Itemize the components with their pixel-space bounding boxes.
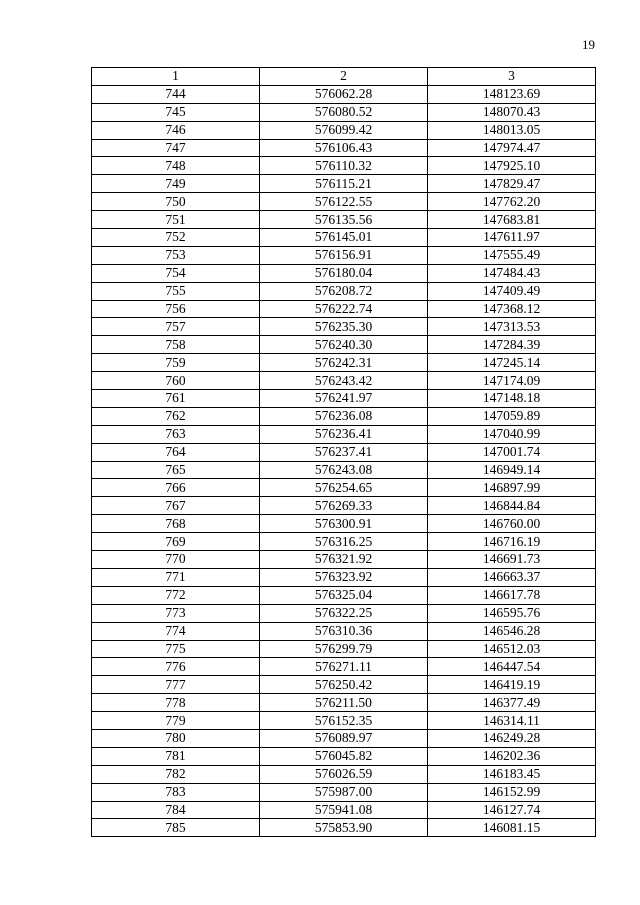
cell-x-coordinate: 576241.97 — [260, 390, 428, 408]
cell-x-coordinate: 576106.43 — [260, 139, 428, 157]
table-row — [92, 765, 596, 783]
coordinates-table — [91, 67, 596, 837]
cell-point-number: 764 — [92, 443, 260, 461]
cell-x-coordinate: 576236.08 — [260, 407, 428, 425]
cell-y-coordinate: 147368.12 — [428, 300, 596, 318]
cell-y-coordinate: 146183.45 — [428, 765, 596, 783]
table-row — [92, 193, 596, 211]
cell-point-number: 757 — [92, 318, 260, 336]
cell-x-coordinate: 576321.92 — [260, 551, 428, 569]
table-row — [92, 229, 596, 247]
table-row — [92, 712, 596, 730]
table-row — [92, 390, 596, 408]
cell-x-coordinate: 575941.08 — [260, 801, 428, 819]
cell-y-coordinate: 147174.09 — [428, 372, 596, 390]
cell-y-coordinate: 147829.47 — [428, 175, 596, 193]
cell-y-coordinate: 146152.99 — [428, 783, 596, 801]
cell-y-coordinate: 146249.28 — [428, 729, 596, 747]
cell-x-coordinate: 576122.55 — [260, 193, 428, 211]
table-row — [92, 515, 596, 533]
cell-y-coordinate: 146127.74 — [428, 801, 596, 819]
cell-x-coordinate: 576322.25 — [260, 604, 428, 622]
table-row — [92, 354, 596, 372]
cell-y-coordinate: 146760.00 — [428, 515, 596, 533]
cell-y-coordinate: 148123.69 — [428, 85, 596, 103]
cell-point-number: 784 — [92, 801, 260, 819]
cell-point-number: 758 — [92, 336, 260, 354]
cell-point-number: 763 — [92, 425, 260, 443]
cell-point-number: 748 — [92, 157, 260, 175]
cell-point-number: 767 — [92, 497, 260, 515]
table-row — [92, 568, 596, 586]
table-row — [92, 729, 596, 747]
cell-point-number: 751 — [92, 211, 260, 229]
column-header-x: 2 — [260, 68, 428, 86]
cell-x-coordinate: 575987.00 — [260, 783, 428, 801]
table-row — [92, 694, 596, 712]
cell-point-number: 772 — [92, 586, 260, 604]
table-row — [92, 819, 596, 837]
cell-y-coordinate: 147555.49 — [428, 246, 596, 264]
cell-y-coordinate: 146595.76 — [428, 604, 596, 622]
cell-y-coordinate: 147284.39 — [428, 336, 596, 354]
table-body — [92, 85, 596, 836]
cell-x-coordinate: 576269.33 — [260, 497, 428, 515]
table-row — [92, 211, 596, 229]
table-row — [92, 640, 596, 658]
table-row — [92, 443, 596, 461]
table-row — [92, 551, 596, 569]
cell-point-number: 770 — [92, 551, 260, 569]
cell-y-coordinate: 146617.78 — [428, 586, 596, 604]
cell-point-number: 756 — [92, 300, 260, 318]
page-number: 19 — [582, 37, 595, 52]
cell-point-number: 765 — [92, 461, 260, 479]
cell-y-coordinate: 147484.43 — [428, 264, 596, 282]
cell-x-coordinate: 576235.30 — [260, 318, 428, 336]
cell-x-coordinate: 576254.65 — [260, 479, 428, 497]
cell-y-coordinate: 147059.89 — [428, 407, 596, 425]
table-row — [92, 425, 596, 443]
table-row — [92, 157, 596, 175]
cell-y-coordinate: 147040.99 — [428, 425, 596, 443]
cell-x-coordinate: 576145.01 — [260, 229, 428, 247]
cell-point-number: 744 — [92, 85, 260, 103]
cell-y-coordinate: 147409.49 — [428, 282, 596, 300]
cell-x-coordinate: 576211.50 — [260, 694, 428, 712]
cell-x-coordinate: 576208.72 — [260, 282, 428, 300]
cell-y-coordinate: 147148.18 — [428, 390, 596, 408]
cell-y-coordinate: 147245.14 — [428, 354, 596, 372]
cell-x-coordinate: 576026.59 — [260, 765, 428, 783]
cell-point-number: 783 — [92, 783, 260, 801]
cell-x-coordinate: 576236.41 — [260, 425, 428, 443]
cell-point-number: 745 — [92, 103, 260, 121]
cell-x-coordinate: 576135.56 — [260, 211, 428, 229]
cell-y-coordinate: 147925.10 — [428, 157, 596, 175]
cell-y-coordinate: 146844.84 — [428, 497, 596, 515]
cell-x-coordinate: 576325.04 — [260, 586, 428, 604]
table-row — [92, 318, 596, 336]
cell-point-number: 781 — [92, 747, 260, 765]
cell-x-coordinate: 576240.30 — [260, 336, 428, 354]
cell-point-number: 769 — [92, 533, 260, 551]
cell-x-coordinate: 576250.42 — [260, 676, 428, 694]
cell-y-coordinate: 146512.03 — [428, 640, 596, 658]
cell-x-coordinate: 576243.08 — [260, 461, 428, 479]
cell-y-coordinate: 146663.37 — [428, 568, 596, 586]
cell-point-number: 754 — [92, 264, 260, 282]
table-row — [92, 658, 596, 676]
table-row — [92, 103, 596, 121]
cell-y-coordinate: 147683.81 — [428, 211, 596, 229]
cell-point-number: 746 — [92, 121, 260, 139]
cell-point-number: 753 — [92, 246, 260, 264]
table-row — [92, 461, 596, 479]
cell-y-coordinate: 147001.74 — [428, 443, 596, 461]
cell-point-number: 778 — [92, 694, 260, 712]
table-row — [92, 264, 596, 282]
table-row — [92, 175, 596, 193]
cell-point-number: 761 — [92, 390, 260, 408]
cell-y-coordinate: 147974.47 — [428, 139, 596, 157]
cell-x-coordinate: 576323.92 — [260, 568, 428, 586]
cell-point-number: 774 — [92, 622, 260, 640]
cell-y-coordinate: 147762.20 — [428, 193, 596, 211]
cell-x-coordinate: 576045.82 — [260, 747, 428, 765]
cell-y-coordinate: 148013.05 — [428, 121, 596, 139]
cell-y-coordinate: 146716.19 — [428, 533, 596, 551]
cell-point-number: 750 — [92, 193, 260, 211]
cell-y-coordinate: 146447.54 — [428, 658, 596, 676]
cell-x-coordinate: 576237.41 — [260, 443, 428, 461]
table-row — [92, 497, 596, 515]
cell-y-coordinate: 146546.28 — [428, 622, 596, 640]
cell-x-coordinate: 576062.28 — [260, 85, 428, 103]
cell-x-coordinate: 576156.91 — [260, 246, 428, 264]
cell-y-coordinate: 147611.97 — [428, 229, 596, 247]
cell-x-coordinate: 576115.21 — [260, 175, 428, 193]
table-row — [92, 801, 596, 819]
table-row — [92, 622, 596, 640]
cell-x-coordinate: 576242.31 — [260, 354, 428, 372]
cell-point-number: 776 — [92, 658, 260, 676]
table-row — [92, 586, 596, 604]
cell-x-coordinate: 576310.36 — [260, 622, 428, 640]
cell-x-coordinate: 575853.90 — [260, 819, 428, 837]
table-row — [92, 604, 596, 622]
column-header-point: 1 — [92, 68, 260, 86]
cell-x-coordinate: 576271.11 — [260, 658, 428, 676]
cell-y-coordinate: 146202.36 — [428, 747, 596, 765]
table-header — [92, 68, 596, 86]
cell-x-coordinate: 576243.42 — [260, 372, 428, 390]
cell-point-number: 785 — [92, 819, 260, 837]
cell-point-number: 775 — [92, 640, 260, 658]
cell-y-coordinate: 146949.14 — [428, 461, 596, 479]
table-row — [92, 300, 596, 318]
cell-point-number: 782 — [92, 765, 260, 783]
table-row — [92, 747, 596, 765]
cell-x-coordinate: 576099.42 — [260, 121, 428, 139]
cell-point-number: 768 — [92, 515, 260, 533]
cell-point-number: 780 — [92, 729, 260, 747]
table-row — [92, 246, 596, 264]
table-row — [92, 85, 596, 103]
cell-point-number: 771 — [92, 568, 260, 586]
cell-point-number: 759 — [92, 354, 260, 372]
cell-y-coordinate: 146081.15 — [428, 819, 596, 837]
cell-y-coordinate: 146377.49 — [428, 694, 596, 712]
table-row — [92, 139, 596, 157]
table-row — [92, 407, 596, 425]
table-row — [92, 282, 596, 300]
cell-y-coordinate: 146691.73 — [428, 551, 596, 569]
cell-x-coordinate: 576299.79 — [260, 640, 428, 658]
cell-x-coordinate: 576152.35 — [260, 712, 428, 730]
cell-x-coordinate: 576089.97 — [260, 729, 428, 747]
cell-point-number: 773 — [92, 604, 260, 622]
cell-point-number: 747 — [92, 139, 260, 157]
table-row — [92, 336, 596, 354]
column-header-y: 3 — [428, 68, 596, 86]
table-row — [92, 479, 596, 497]
table-row — [92, 783, 596, 801]
cell-y-coordinate: 146897.99 — [428, 479, 596, 497]
cell-point-number: 752 — [92, 229, 260, 247]
cell-y-coordinate: 148070.43 — [428, 103, 596, 121]
cell-x-coordinate: 576300.91 — [260, 515, 428, 533]
cell-x-coordinate: 576222.74 — [260, 300, 428, 318]
cell-x-coordinate: 576110.32 — [260, 157, 428, 175]
cell-point-number: 762 — [92, 407, 260, 425]
table-row — [92, 533, 596, 551]
header-row — [92, 68, 596, 86]
cell-y-coordinate: 147313.53 — [428, 318, 596, 336]
cell-point-number: 755 — [92, 282, 260, 300]
cell-point-number: 777 — [92, 676, 260, 694]
cell-y-coordinate: 146419.19 — [428, 676, 596, 694]
cell-y-coordinate: 146314.11 — [428, 712, 596, 730]
table-row — [92, 121, 596, 139]
table-row — [92, 372, 596, 390]
cell-x-coordinate: 576180.04 — [260, 264, 428, 282]
cell-point-number: 779 — [92, 712, 260, 730]
cell-point-number: 749 — [92, 175, 260, 193]
cell-x-coordinate: 576316.25 — [260, 533, 428, 551]
table-row — [92, 676, 596, 694]
cell-point-number: 760 — [92, 372, 260, 390]
cell-point-number: 766 — [92, 479, 260, 497]
cell-x-coordinate: 576080.52 — [260, 103, 428, 121]
